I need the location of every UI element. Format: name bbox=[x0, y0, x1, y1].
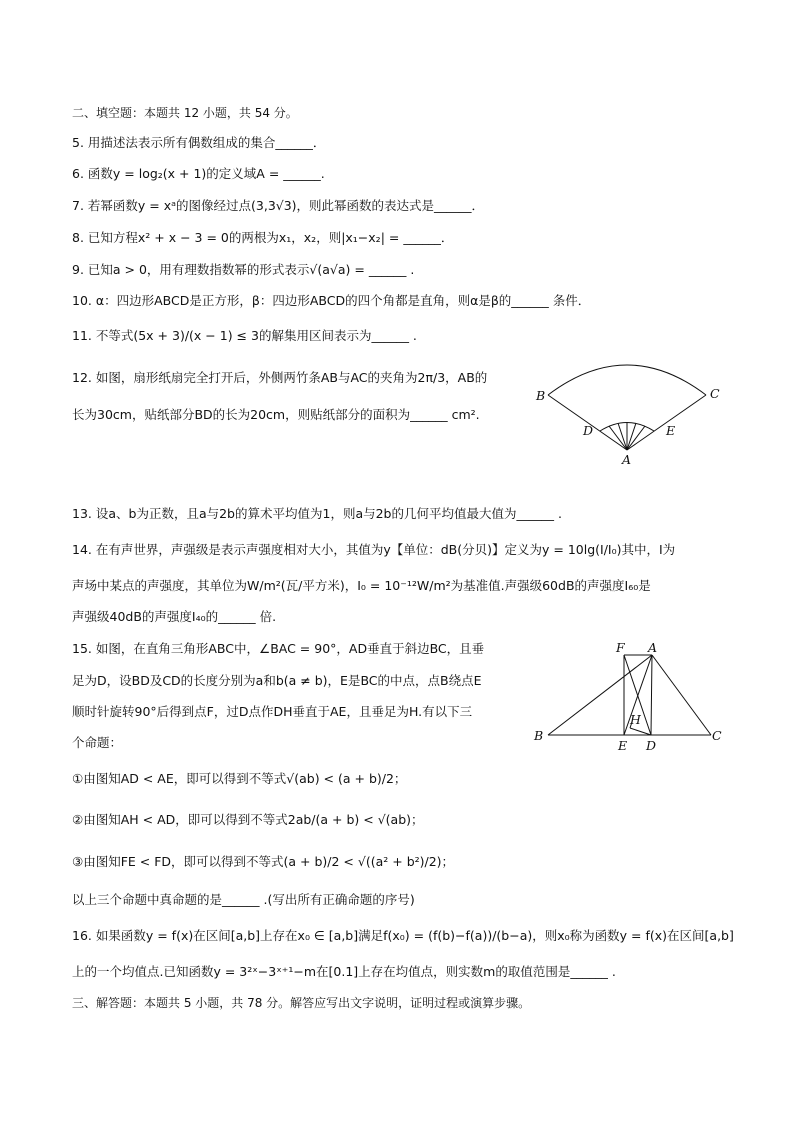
fan-outer-arc bbox=[548, 365, 706, 395]
question-16-line-1: 16. 如果函数y = f(x)在区间[a,b]上存在x₀ ∈ [a,b]满足f(x₀) = (f(b)−f(a))/(b−a)，则x₀称为函数y = f(x)在区间[a,b] bbox=[72, 928, 734, 943]
question-15-proposition-1: ①由图知AD < AE，即可以得到不等式√(ab) < (a + b)/2； bbox=[72, 771, 407, 786]
fan-figure bbox=[530, 360, 730, 470]
question-6: 6. 函数y = log₂(x + 1)的定义域A = ______. bbox=[72, 166, 325, 181]
fan-label-b: B bbox=[536, 388, 546, 403]
tri-label-d: D bbox=[646, 738, 657, 753]
fan-label-c: C bbox=[710, 386, 720, 401]
tri-side-ac bbox=[652, 655, 711, 735]
tri-label-f: F bbox=[616, 640, 625, 655]
fan-label-d: D bbox=[583, 423, 594, 438]
question-8: 8. 已知方程x² + x − 3 = 0的两根为x₁，x₂，则|x₁−x₂| = ______． bbox=[72, 230, 454, 245]
fan-label-e: E bbox=[666, 423, 676, 438]
tri-label-e: E bbox=[618, 738, 628, 753]
fan-rib bbox=[627, 426, 645, 450]
question-12-line-1: 12. 如图，扇形纸扇完全打开后，外侧两竹条AB与AC的夹角为2π/3，AB的 bbox=[72, 370, 488, 385]
question-11: 11. 不等式(5x + 3)/(x − 1) ≤ 3的解集用区间表示为______ . bbox=[72, 328, 417, 343]
triangle-figure bbox=[528, 638, 728, 753]
tri-label-a: A bbox=[648, 640, 658, 655]
fan-rib bbox=[609, 426, 627, 450]
question-14-line-3: 声强级40dB的声强度I₄₀的______ 倍. bbox=[72, 609, 277, 624]
tri-label-c: C bbox=[712, 728, 722, 743]
question-10: 10. α：四边形ABCD是正方形，β：四边形ABCD的四个角都是直角，则α是β的______ 条件． bbox=[72, 293, 591, 308]
fan-label-a: A bbox=[622, 452, 632, 467]
question-13: 13. 设a、b为正数，且a与2b的算术平均值为1，则a与2b的几何平均值最大值为______ . bbox=[72, 506, 562, 521]
tri-label-b: B bbox=[534, 728, 544, 743]
question-14-line-2: 声场中某点的声强度，其单位为W/m²(瓦/平方米)，I₀ = 10⁻¹²W/m²为基准值.声强级60dB的声强度I₆₀是 bbox=[72, 578, 651, 593]
question-12-line-2: 长为30cm，贴纸部分BD的长为20cm，则贴纸部分的面积为______ cm². bbox=[72, 407, 480, 422]
tri-seg-ad bbox=[651, 655, 652, 735]
question-16-line-2: 上的一个均值点.已知函数y = 3²ˣ−3ˣ⁺¹−m在[0.1]上存在均值点，则实数m的取值范围是______ . bbox=[72, 964, 616, 979]
question-5: 5. 用描述法表示所有偶数组成的集合______． bbox=[72, 135, 326, 150]
tri-label-h: H bbox=[630, 712, 641, 727]
question-14-line-1: 14. 在有声世界，声强级是表示声强度相对大小，其值为y【单位：dB(分贝)】定义为y = 10lg(I/I₀)其中，I为 bbox=[72, 542, 676, 557]
question-15-line-3: 顺时针旋转90°后得到点F，过D点作DH垂直于AE，且垂足为H.有以下三 bbox=[72, 704, 473, 719]
question-9: 9. 已知a > 0，用有理数指数幂的形式表示√(a√a) = ______ . bbox=[72, 262, 415, 277]
section-2-header: 二、填空题：本题共 12 小题，共 54 分。 bbox=[72, 106, 298, 120]
question-7: 7. 若幂函数y = xᵃ的图像经过点(3,3√3)，则此幂函数的表达式是______． bbox=[72, 198, 485, 213]
question-15-line-4: 个命题： bbox=[72, 735, 123, 750]
question-15-proposition-3: ③由图知FE < FD，即可以得到不等式(a + b)/2 < √((a² + b²)/2)； bbox=[72, 854, 455, 869]
question-15-proposition-2: ②由图知AH < AD，即可以得到不等式2ab/(a + b) < √(ab)； bbox=[72, 812, 424, 827]
question-15-line-1: 15. 如图，在直角三角形ABC中，∠BAC = 90°，AD垂直于斜边BC，且垂 bbox=[72, 641, 485, 656]
question-15-line-2: 足为D，设BD及CD的长度分别为a和b(a ≠ b)，E是BC的中点，点B绕点E bbox=[72, 673, 482, 688]
section-3-header: 三、解答题：本题共 5 小题，共 78 分。解答应写出文字说明，证明过程或演算步骤。 bbox=[72, 996, 531, 1010]
fan-rib bbox=[627, 423, 636, 450]
fan-rib bbox=[618, 423, 627, 450]
question-15-end: 以上三个命题中真命题的是______ .(写出所有正确命题的序号) bbox=[72, 892, 415, 907]
tri-seg-dh bbox=[630, 728, 651, 735]
